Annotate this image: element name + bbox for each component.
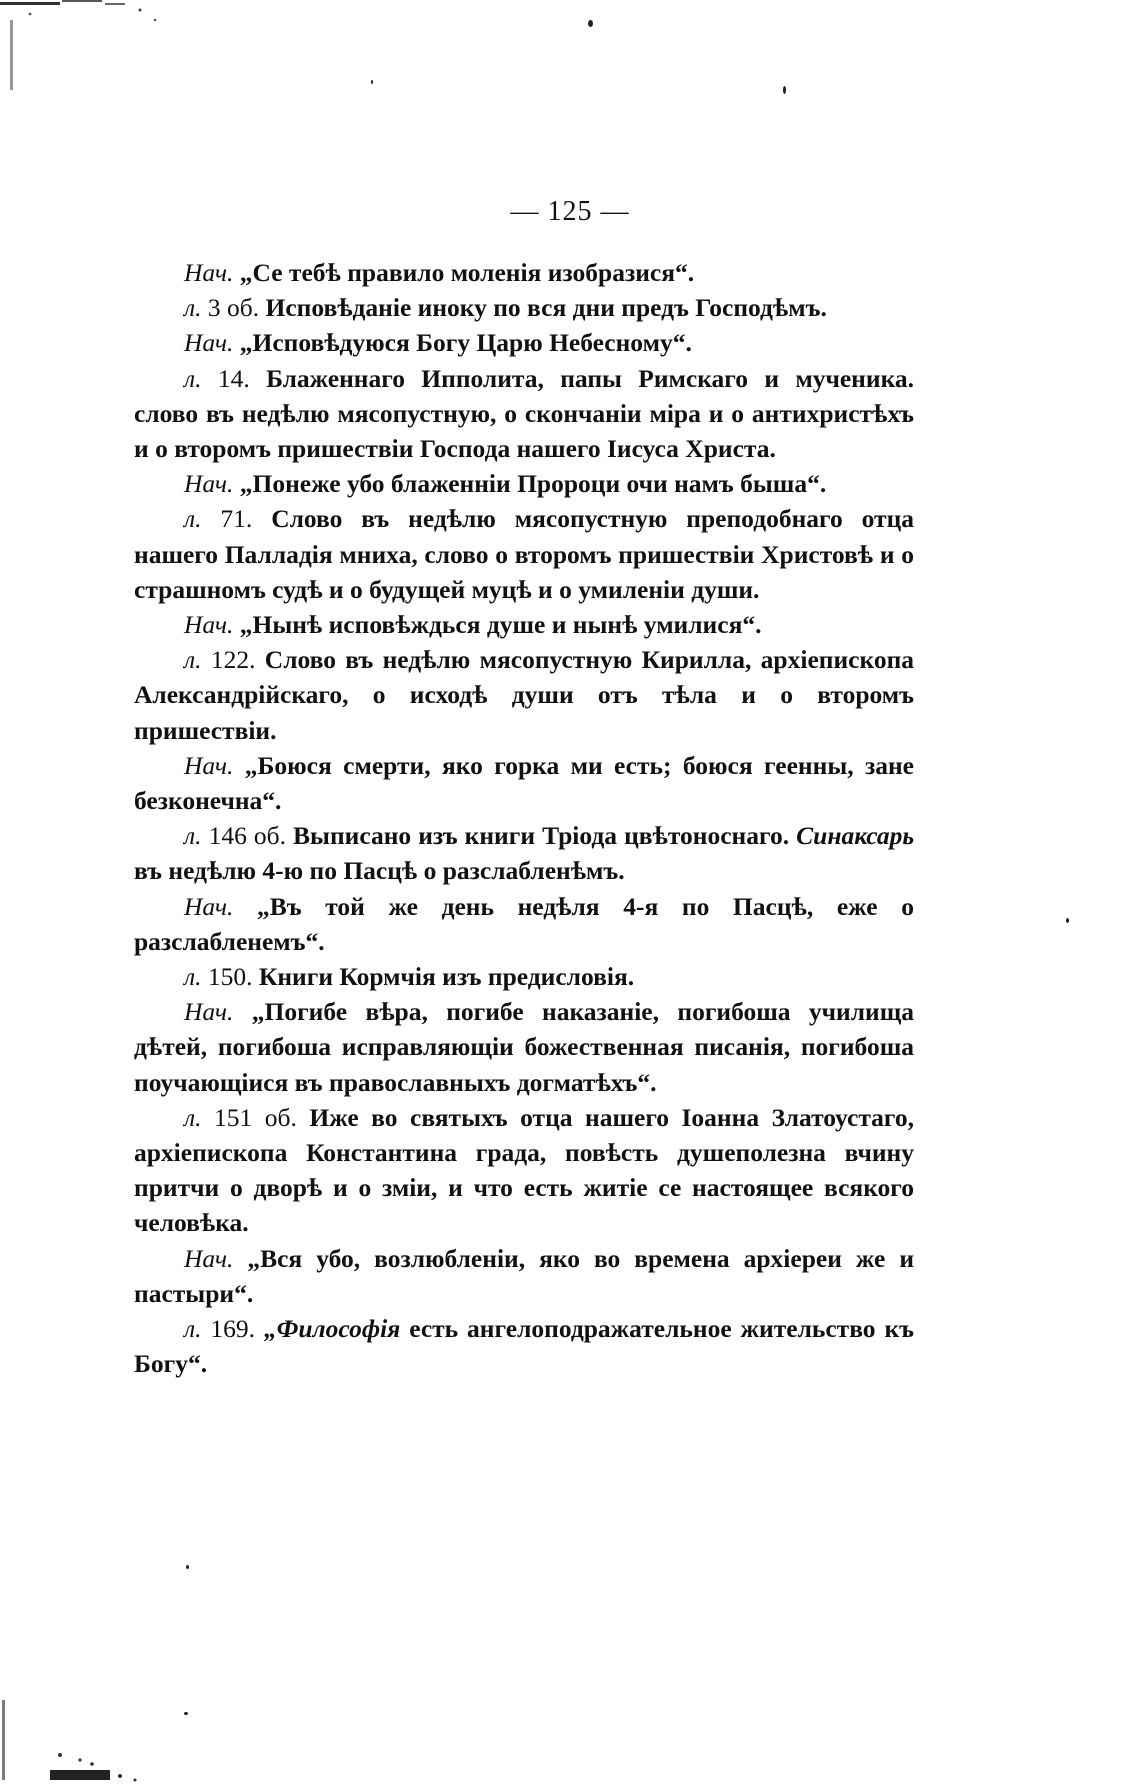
scan-speck <box>184 1712 188 1715</box>
scan-artifact-edge <box>10 20 13 90</box>
folio-label: л. <box>184 962 202 992</box>
paragraph-text: есть ангелоподражательное жительство къ Богу“. <box>134 1314 915 1379</box>
incipit-label: Нач. <box>184 469 234 499</box>
scan-artifact-bottom <box>0 1700 170 1790</box>
paragraph <box>134 501 914 607</box>
scan-speck <box>371 80 373 84</box>
paragraph-text: „Вся убо, возлюбленіи, яко во времена архіереи же и пастыри“. <box>134 1243 915 1308</box>
paragraph <box>134 255 914 290</box>
folio-ref: 169. <box>210 1314 256 1344</box>
paragraph <box>134 1100 914 1241</box>
paragraph-text: Слово въ недѣлю мясопустную Кирилла, архіепископа Александрійскаго, о исходѣ души отъ тѣла и о второмъ пришествіи. <box>134 645 915 745</box>
incipit-label: Нач. <box>184 750 234 780</box>
paragraph-text: „Се тебѣ правило моленія изобразися“. <box>239 258 695 287</box>
folio-label: л. <box>184 821 202 851</box>
text-body <box>134 255 914 1382</box>
paragraph <box>134 290 914 325</box>
folio-label: л. <box>184 363 202 393</box>
page-number: — 125 — <box>510 196 630 227</box>
paragraph <box>134 325 914 360</box>
paragraph-text: Иже во святыхъ отца нашего Іоанна Златоустаго, архіепископа Константина града, повѣсть душеполезна вчину притчи о дворѣ и о зміи, и что есть житіе се настоящее всякого человѣка. <box>134 1102 914 1238</box>
paragraph <box>134 994 914 1100</box>
folio-label: л. <box>184 645 202 675</box>
scan-speck <box>783 86 786 94</box>
folio-label: л. <box>184 293 202 323</box>
folio-ref: 151 об. <box>214 1102 297 1132</box>
paragraph <box>134 361 914 467</box>
paragraph-text: въ недѣлю 4-ю по Пасцѣ о разслабленѣмъ. <box>134 856 625 886</box>
scan-speck <box>186 1565 189 1569</box>
paragraph-text: Выписано изъ книги Тріода цвѣтоноснаго. <box>293 821 790 851</box>
incipit-label: Нач. <box>184 997 234 1027</box>
incipit-label: Нач. <box>184 328 234 358</box>
folio-label: л. <box>184 1102 202 1132</box>
folio-label: л. <box>184 504 202 534</box>
paragraph <box>134 1311 914 1381</box>
paragraph <box>134 1241 914 1311</box>
paragraph <box>134 607 914 642</box>
paragraph-text: „Исповѣдуюся Богу Царю Небесному“. <box>239 328 692 358</box>
paragraph-text: „Погибе вѣра, погибе наказаніе, погибоша училища дѣтей, погибоша исправляющіи божественная писанія, погибоша поучающіися въ православныхъ догматѣхъ“. <box>134 997 915 1097</box>
paragraph <box>134 959 914 994</box>
paragraph-text: Слово въ недѣлю мясопустную преподобнаго отца нашего Палладія мниха, слово о второмъ пришествіи Христовѣ и о страшномъ судѣ и о будущей муцѣ и о умиленіи души. <box>134 504 915 604</box>
incipit-label: Нач. <box>184 1243 234 1273</box>
incipit-label: Нач. <box>184 258 234 287</box>
incipit-label: Нач. <box>184 891 234 921</box>
folio-ref: 71. <box>220 504 253 534</box>
paragraph-text: „Нынѣ исповѣждься душе и нынѣ умилися“. <box>239 610 762 640</box>
folio-ref: 14. <box>217 363 250 393</box>
paragraph-text: „Боюся смерти, яко горка ми есть; боюся геенны, зане безконечна“. <box>134 750 915 816</box>
italic-title: Синаксарь <box>796 821 915 851</box>
paragraph <box>134 818 914 888</box>
paragraph-text: Исповѣданіе иноку по вся дни предъ Господѣмъ. <box>265 293 827 323</box>
folio-ref: 122. <box>210 645 256 675</box>
folio-ref: 146 об. <box>208 821 286 851</box>
scan-speck <box>1066 918 1069 923</box>
paragraph <box>134 466 914 501</box>
paragraph-text: „Въ той же день недѣля 4-я по Пасцѣ, еже о разслабленемъ“. <box>134 891 914 956</box>
paragraph-text: „Понеже убо блаженніи Пророци очи намъ быша“. <box>239 469 827 499</box>
paragraph <box>134 642 914 748</box>
scan-speck <box>588 20 593 27</box>
paragraph <box>134 748 914 818</box>
italic-title: „Философія <box>263 1314 401 1344</box>
paragraph-text: Книги Кормчія изъ предисловія. <box>258 962 635 992</box>
folio-label: л. <box>184 1314 202 1344</box>
folio-ref: 3 об. <box>207 293 260 323</box>
scan-artifact-top <box>0 0 170 28</box>
paragraph <box>134 889 914 959</box>
folio-ref: 150. <box>207 962 253 992</box>
paragraph-text: Блаженнаго Ипполита, папы Римскаго и мученика. слово въ недѣлю мясопустную, о скончаніи міра и о антихристѣхъ и о второмъ пришествіи Господа нашего Іисуса Христа. <box>134 363 914 464</box>
incipit-label: Нач. <box>184 610 234 640</box>
